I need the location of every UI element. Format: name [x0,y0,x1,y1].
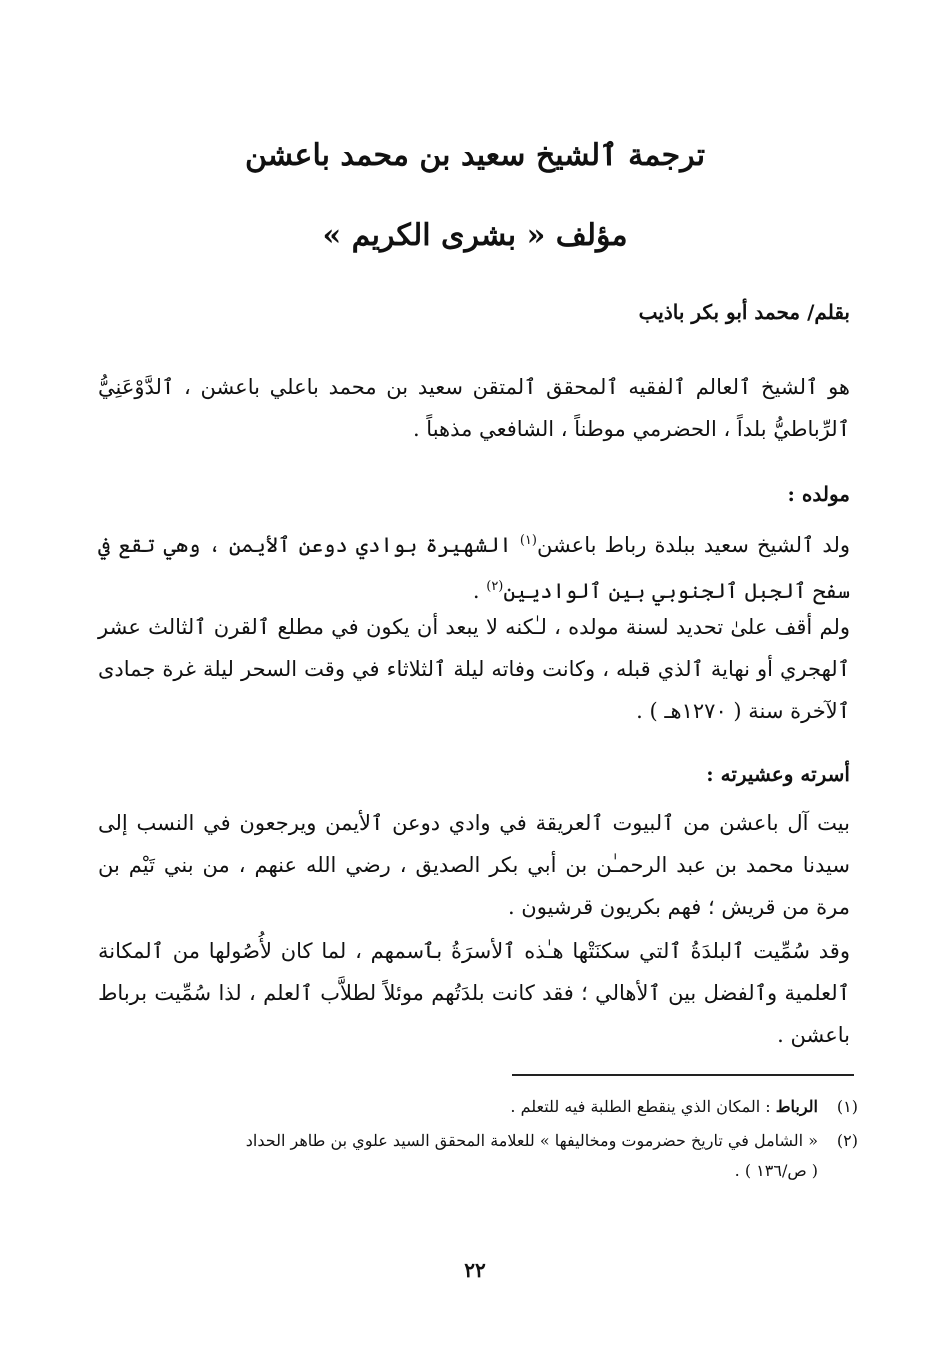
birth-text-c: . [472,579,487,603]
footnote-ref-2[interactable]: (٢) [486,579,504,594]
family-paragraph-2: وقد سُمِّيت ٱلبلدَةُ ٱلتي سكنَتْها هـٰذه ٱلأسرَةُ بٱسمهم ، لما كان لأُصُولها من ٱلمكانة ٱلعلمية وٱلفضل بين ٱلأهالي ؛ فقد كانت بلدَتُهم موئلاً لطلاَّب ٱلعلم ، لذا سُمِّيت برباط باعشن . [98,939,850,1047]
birth-paragraph-1 [98,520,850,612]
footnote-number: (٢) [836,1131,858,1150]
page-title: ترجمة ٱلشيخ سعيد بن محمد باعشن [244,138,706,173]
footnote-number: (١) [836,1097,858,1116]
family-heading: أسرته وعشيرته : [706,762,850,786]
footnote-term: الرباط [775,1097,818,1116]
birth-heading: مولده : [787,482,850,506]
birth-text-b: الشهيرة بوادي دوعن ٱلأيمن ، وهي تقع في سفح ٱلجبل ٱلجنوبي بين ٱلواديين [98,533,850,603]
family-paragraph-1: بيت آل باعشن من ٱلبيوت ٱلعريقة في وادي دوعن ٱلأيمن ويرجعون في النسب إلى سيدنا محمد بن عبد الرحمـٰن بن أبي بكر الصديق ، رضي الله عنهم ، من بني تَيْم بن مرة من قريش ؛ فهم بكريون قرشيون . [98,811,850,919]
footnote-divider [512,1074,854,1076]
footnote-text: « الشامل في تاريخ حضرموت ومخاليفها » للعلامة المحقق السيد علوي بن طاهر الحداد [245,1131,818,1150]
footnote-text: : المكان الذي ينقطع الطلبة فيه للتعلم . [510,1097,776,1116]
page-number: ٢٢ [464,1258,486,1282]
author-line: بقلم/ محمد أبو بكر باذيب [638,300,850,324]
birth-paragraph-2: ولم أقف علىٰ تحديد لسنة مولده ، لـٰكنه لا يبعد أن يكون في مطلع ٱلقرن ٱلثالث عشر ٱلهجري أو نهاية ٱلذي قبله ، وكانت وفاته ليلة ٱلثلاثاء في وقت السحر ليلة غرة جمادى ٱلآخرة سنة ( ١٢٧٠هـ ) . [98,615,850,723]
birth-text-a: ولد ٱلشيخ سعيد ببلدة رباط باعشن [536,533,850,557]
footnote-ref-1[interactable]: (١) [519,533,537,548]
page-subtitle: مؤلف « بشرى الكريم » [322,218,628,253]
footnote-continuation: ( ص/١٣٦ ) . [734,1161,818,1180]
footnote-2 [98,1126,858,1186]
footnote-1 [98,1092,858,1122]
intro-paragraph: هو ٱلشيخ ٱلعالم ٱلفقيه ٱلمحقق ٱلمتقن سعيد بن محمد باعلي باعشن ، ٱلدَّوْعَنِيُّ ٱلرِّباطيُّ بلداً ، الحضرمي موطناً ، الشافعي مذهباً . [98,375,850,441]
